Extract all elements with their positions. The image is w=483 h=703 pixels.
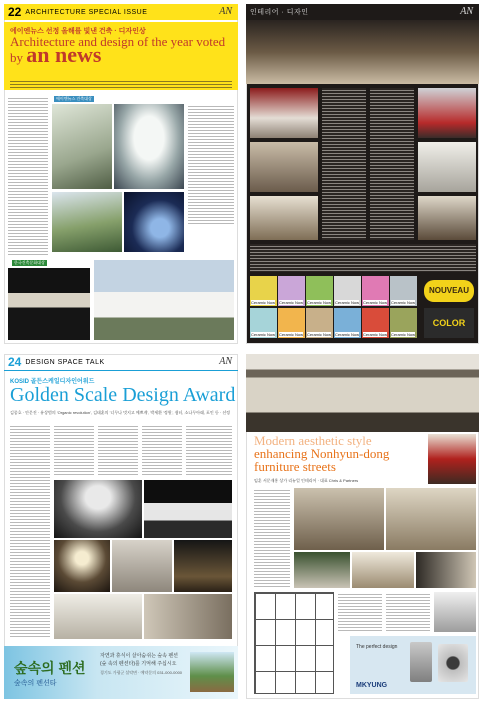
ad-line3: 경기도 가평군 설악면 · 예약문의 031-000-0000 <box>100 670 183 675</box>
night-building-render <box>124 192 184 252</box>
page-number: 22 <box>8 5 22 19</box>
building-aerial-photo <box>52 104 112 189</box>
chandelier-photo <box>54 540 110 592</box>
brand-card-label: Ceramic Now <box>307 300 332 305</box>
brand-card-label: Ceramic Now <box>363 332 388 337</box>
red-display-photo <box>250 88 318 138</box>
text-column <box>54 424 94 476</box>
article-title <box>10 34 236 67</box>
wall-art-photo <box>144 594 232 639</box>
article-subtitle: 김종호 · 안문진 · 유상범의 'Organic revolution', 김태훈의 '너무나 멋지고 예쁘게', 박세환 '정원', 쉼터, 소나무아래, 포인 등 · 선정 <box>10 410 231 415</box>
intro-text <box>10 79 232 89</box>
kicker: KOSID 골든스케일디자인어워드 <box>10 379 95 385</box>
text-column <box>8 96 48 256</box>
curved-counter-photo <box>144 480 232 538</box>
white-room-photo <box>112 540 172 592</box>
red-sofa-photo <box>418 88 476 138</box>
brand-card-label: Ceramic Now <box>279 300 304 305</box>
ad-brand: MKYUNG <box>356 682 388 689</box>
brand-card-label: Ceramic Now <box>307 332 332 337</box>
magazine-logo: AN <box>219 356 232 367</box>
photo-caption-tag: 에이엔뉴스 건축대상 <box>56 96 92 101</box>
storefront-photo <box>246 354 479 432</box>
title-line: enhancing Nonhyun-dong <box>254 446 390 461</box>
brand-card <box>278 276 305 306</box>
brand-card <box>390 308 417 338</box>
brand-card <box>334 308 361 338</box>
page-golden-scale <box>4 354 238 699</box>
display-room-photo <box>386 488 476 550</box>
text-column <box>186 424 232 476</box>
lounge-photo <box>250 196 318 240</box>
corridor-photo <box>416 552 476 588</box>
page-architecture-awards <box>4 4 238 344</box>
white-interior-photo <box>418 142 476 192</box>
text-column <box>254 488 290 588</box>
page-header <box>4 4 238 20</box>
title-text: Architecture and design of the year voted by <box>10 34 226 65</box>
kitchen-photo <box>250 142 318 192</box>
magazine-logo: AN <box>219 6 232 17</box>
section-label: 인테리어 · 디자인 <box>250 9 309 16</box>
text-column <box>322 88 366 240</box>
brand-card-label: Ceramic Now <box>335 332 360 337</box>
kicker: 에이엔뉴스 선정 올해를 빛낸 건축 · 디자인상 <box>10 28 146 35</box>
article-subtitle: 임훈 서문재홍 상가 리뉴얼 인테리어 · 대표 Chris & Partners <box>254 478 359 483</box>
article-title <box>254 434 424 473</box>
page-header <box>4 354 238 371</box>
white-building-photo <box>94 260 234 340</box>
switch-photo <box>410 642 432 682</box>
green-roof-render <box>52 192 122 252</box>
ad-title: The perfect design <box>356 644 398 650</box>
text-column <box>386 592 430 632</box>
magazine-logo: AN <box>460 6 473 17</box>
pension-ad <box>4 646 238 699</box>
page-number: 24 <box>8 355 22 369</box>
ad-text: 자연과 휴식이 살아숨쉬는 숲속 펜션 <box>100 653 179 659</box>
floor-plan <box>254 592 334 694</box>
green-wall-photo <box>294 552 350 588</box>
brand-card <box>390 276 417 306</box>
brand-card-label: Ceramic Now <box>335 300 360 305</box>
brand-card-label: Ceramic Now <box>363 300 388 305</box>
text-column <box>142 424 182 476</box>
detail-photo <box>434 592 476 632</box>
showroom-interior-photo <box>294 488 384 550</box>
title-block <box>4 22 238 90</box>
text-column <box>10 424 50 639</box>
text-block <box>250 244 476 272</box>
text-column <box>370 88 414 240</box>
ad-headline: 숲속의 펜션 <box>14 660 86 676</box>
nouveau-logo: NOUVEAU <box>424 280 474 302</box>
pension-photo <box>190 652 234 692</box>
outlet-photo <box>438 644 468 682</box>
article-title: Golden Scale Design Award <box>10 384 236 406</box>
text-column <box>98 424 138 476</box>
section-label: ARCHITECTURE SPECIAL ISSUE <box>25 8 148 16</box>
title-line: Modern aesthetic style <box>254 433 372 448</box>
brand-card <box>278 308 305 338</box>
showroom-hero-photo <box>246 20 479 84</box>
ad-brand: 숲속의 펜션타 <box>14 680 57 687</box>
photo-caption-tag: 한국건축문화대상 <box>14 260 45 265</box>
white-pavilion-photo <box>114 104 184 189</box>
brand-card-label: Ceramic Now <box>279 332 304 337</box>
brand-card <box>250 308 277 338</box>
brand-card-label: Ceramic Now <box>251 332 276 337</box>
color-logo: COLOR <box>424 308 474 338</box>
page-header <box>246 4 479 20</box>
brand-card-label: Ceramic Now <box>391 332 416 337</box>
switch-ad <box>350 636 476 694</box>
section-label: DESIGN SPACE TALK <box>25 358 105 366</box>
tile-display-photo <box>418 196 476 240</box>
pine-tree-photo <box>174 540 232 592</box>
ad-line2: (숲 속의 펜션타)를 기억해 주십시오 <box>100 661 177 667</box>
page-nonhyun-furniture <box>246 354 479 699</box>
lounge-photo <box>352 552 414 588</box>
brand-card <box>362 276 389 306</box>
brand-card <box>362 308 389 338</box>
brand-card-label: Ceramic Now <box>391 300 416 305</box>
brand-card <box>250 276 277 306</box>
brand-card <box>306 308 333 338</box>
night-lobby-photo <box>8 268 90 340</box>
title-line: furniture streets <box>254 459 336 474</box>
brand-card <box>334 276 361 306</box>
organic-revolution-photo <box>54 480 142 538</box>
red-sign-photo <box>428 434 476 484</box>
text-column <box>188 104 234 224</box>
brand-card-label: Ceramic Now <box>251 300 276 305</box>
brand-card-grid <box>250 276 420 340</box>
title-emphasis: an news <box>26 42 102 67</box>
text-column <box>338 592 382 632</box>
brand-card <box>306 276 333 306</box>
page-interior-showroom <box>246 4 479 344</box>
gallery-photo <box>54 594 142 639</box>
